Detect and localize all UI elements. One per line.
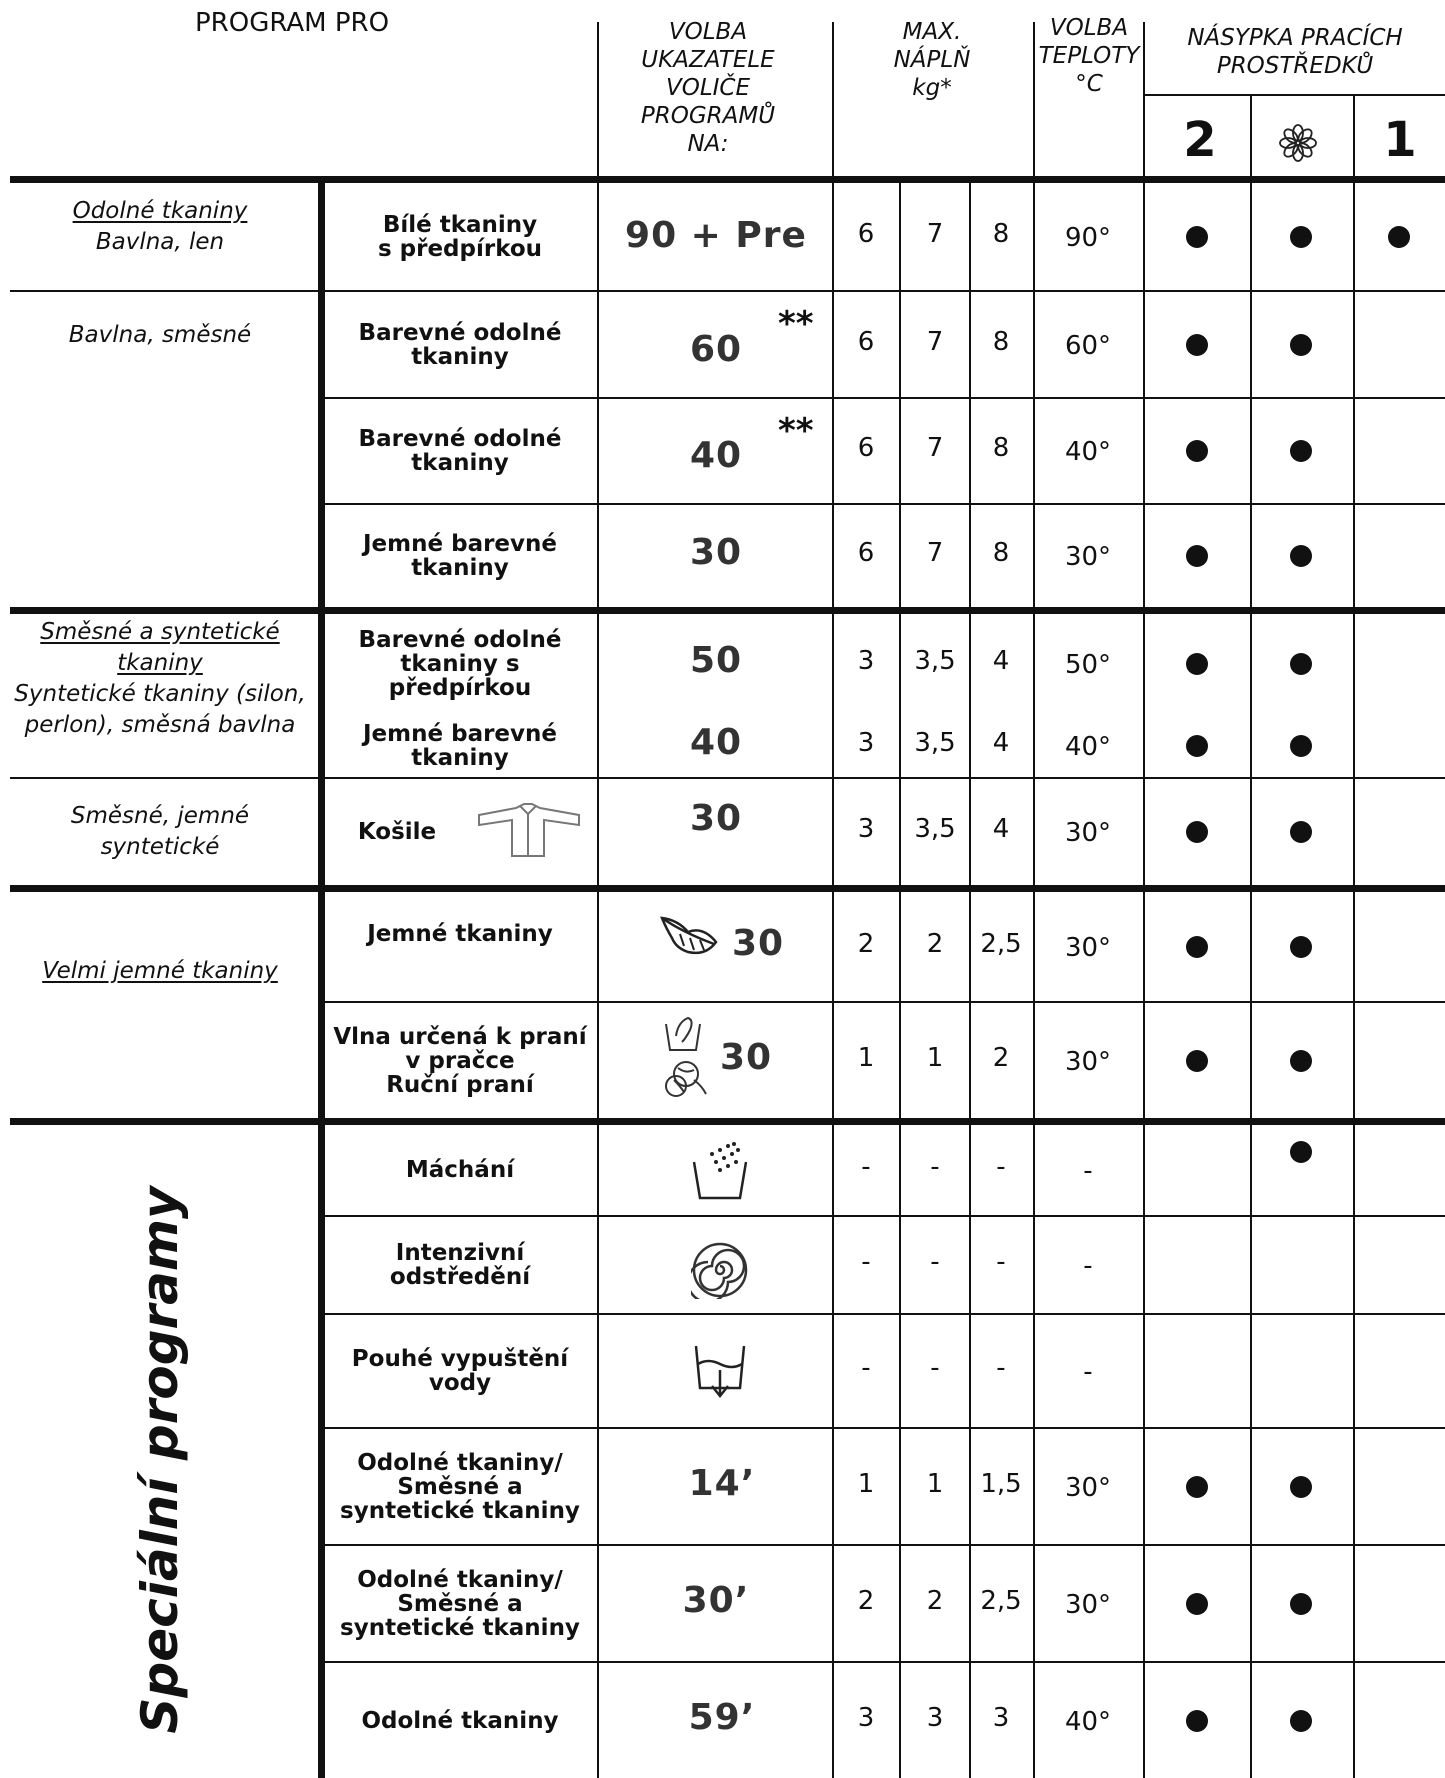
compartment-flower-dot bbox=[1290, 545, 1312, 567]
program-name-line: Pouhé vypuštění bbox=[351, 1346, 569, 1372]
max-load-value: 1 bbox=[926, 1042, 944, 1073]
footnote-marker: ** bbox=[778, 411, 814, 451]
program-name bbox=[327, 614, 593, 714]
feather-icon bbox=[658, 912, 720, 960]
divider bbox=[1353, 94, 1355, 178]
compartment-2-dot bbox=[1186, 1050, 1208, 1072]
program-name-line: předpírkou bbox=[388, 675, 532, 701]
selector-value: 40 bbox=[689, 435, 743, 476]
program-name bbox=[327, 892, 593, 1001]
max-load-value: 2,5 bbox=[980, 928, 1022, 959]
program-name bbox=[327, 1003, 593, 1118]
spin-icon bbox=[691, 1241, 749, 1299]
program-name-line: Máchání bbox=[405, 1157, 515, 1183]
max-load-value: - bbox=[996, 1353, 1006, 1383]
program-name-line: Ruční praní bbox=[386, 1071, 534, 1098]
max-load-value: - bbox=[930, 1353, 940, 1383]
temperature-value: - bbox=[1083, 1251, 1093, 1281]
compartment-2-dot bbox=[1186, 1593, 1208, 1615]
max-load-value: 1 bbox=[857, 1042, 875, 1073]
compartment-flower-dot bbox=[1290, 440, 1312, 462]
compartment-flower-dot bbox=[1290, 1141, 1312, 1163]
selector-value: 60 bbox=[689, 328, 743, 370]
divider bbox=[318, 176, 325, 1778]
category-specialni: Speciální programy bbox=[131, 1186, 189, 1734]
max-load-value: 2 bbox=[926, 928, 944, 959]
max-load-value: - bbox=[861, 1247, 871, 1277]
program-name-line: Odolné tkaniny/ bbox=[357, 1449, 563, 1476]
max-load-value: 7 bbox=[926, 433, 944, 463]
temperature-value: 30° bbox=[1064, 542, 1112, 572]
selector-value: 30 bbox=[720, 1036, 773, 1078]
program-name-line: Jemné barevné bbox=[363, 720, 557, 747]
program-name bbox=[327, 1429, 593, 1544]
program-name-line: odstředění bbox=[389, 1264, 531, 1290]
max-load-value: 2,5 bbox=[980, 1585, 1022, 1616]
category-smesne-synt: Směsné a syntetické tkaniny Syntetické tkaniny (silon, perlon), směsná bavlna bbox=[14, 619, 306, 738]
compartment-flower-dot bbox=[1290, 1050, 1312, 1072]
footnote-marker: ** bbox=[778, 304, 814, 344]
max-load-value: - bbox=[861, 1152, 871, 1182]
program-name bbox=[327, 505, 593, 607]
max-load-value: 7 bbox=[926, 326, 944, 357]
compartment-2-dot bbox=[1186, 653, 1208, 675]
row-divider bbox=[10, 290, 1445, 292]
max-load-value: 4 bbox=[992, 727, 1010, 758]
temperature-value: - bbox=[1083, 1357, 1093, 1387]
divider bbox=[1033, 22, 1035, 178]
program-name-line: tkaniny s bbox=[400, 651, 520, 677]
divider bbox=[1250, 176, 1252, 1778]
selector-value: 14’ bbox=[688, 1462, 756, 1504]
compartment-2-dot bbox=[1186, 1476, 1208, 1498]
compartment-flower-dot bbox=[1290, 1476, 1312, 1498]
header-volba-teploty: VOLBA TEPLOTY °C bbox=[1038, 15, 1140, 97]
max-load-value: 6 bbox=[857, 433, 875, 463]
program-name-line: Vlna určená k praní bbox=[333, 1023, 587, 1050]
compartment-2-dot bbox=[1186, 936, 1208, 958]
max-load-value: 8 bbox=[992, 326, 1010, 357]
temperature-value: 40° bbox=[1064, 731, 1112, 762]
program-name bbox=[327, 1217, 593, 1313]
max-load-value: 3,5 bbox=[914, 814, 956, 844]
temperature-value: 30° bbox=[1064, 1472, 1112, 1503]
header-nasypka: NÁSYPKA PRACÍCH PROSTŘEDKŮ bbox=[1187, 25, 1403, 79]
program-name bbox=[327, 399, 593, 503]
compartment-2-dot bbox=[1186, 226, 1208, 248]
compartment-2-label: 2 bbox=[1183, 112, 1217, 168]
program-name-line: Barevné odolné bbox=[358, 426, 562, 452]
max-load-value: 4 bbox=[992, 814, 1010, 844]
divider bbox=[1353, 176, 1355, 1778]
program-name bbox=[327, 779, 467, 885]
selector-value: 30’ bbox=[682, 1579, 750, 1621]
category-odolne: Odolné tkaniny Bavlna, len bbox=[72, 198, 248, 255]
compartment-flower-dot bbox=[1290, 334, 1312, 356]
divider bbox=[1033, 176, 1035, 1778]
program-name-line: Jemné tkaniny bbox=[367, 921, 553, 947]
compartment-1-dot bbox=[1388, 226, 1410, 248]
program-name-line: syntetické tkaniny bbox=[340, 1497, 580, 1524]
temperature-value: 40° bbox=[1064, 437, 1112, 467]
row-divider bbox=[10, 777, 1445, 779]
compartment-flower-dot bbox=[1290, 653, 1312, 675]
program-name bbox=[327, 1546, 593, 1661]
program-name-line: v pračce bbox=[405, 1047, 515, 1074]
divider bbox=[832, 176, 834, 1778]
max-load-value: 3 bbox=[992, 1702, 1010, 1733]
max-load-value: 7 bbox=[926, 538, 944, 568]
program-name-line: Odolné tkaniny/ bbox=[357, 1566, 563, 1593]
section-divider bbox=[10, 885, 1445, 892]
max-load-value: 3 bbox=[857, 1702, 875, 1733]
max-load-value: 3 bbox=[857, 727, 875, 758]
compartment-1-label: 1 bbox=[1383, 112, 1417, 168]
max-load-value: - bbox=[996, 1152, 1006, 1182]
program-name-line: Směsné a bbox=[397, 1473, 523, 1500]
section-divider bbox=[10, 176, 1445, 183]
category-velmi-jemne: Velmi jemné tkaniny bbox=[42, 958, 278, 984]
divider bbox=[1143, 22, 1145, 178]
max-load-value: 2 bbox=[857, 928, 875, 959]
selector-value: 30 bbox=[689, 798, 743, 839]
program-name bbox=[327, 1663, 593, 1778]
max-load-value: 7 bbox=[926, 218, 944, 249]
program-name-line: Barevné odolné bbox=[358, 319, 562, 346]
max-load-value: 4 bbox=[992, 646, 1010, 676]
flower-icon bbox=[1278, 123, 1318, 163]
max-load-value: 2 bbox=[857, 1585, 875, 1616]
program-name bbox=[327, 1315, 593, 1427]
section-divider bbox=[10, 1118, 1445, 1125]
max-load-value: 3 bbox=[926, 1702, 944, 1733]
max-load-value: 3,5 bbox=[914, 646, 956, 676]
program-name-line: tkaniny bbox=[411, 555, 509, 581]
program-name-line: Barevné odolné bbox=[358, 627, 562, 653]
program-name-line: Bílé tkaniny bbox=[382, 211, 538, 238]
divider bbox=[1250, 94, 1252, 178]
max-load-value: 2 bbox=[992, 1042, 1010, 1073]
program-name-line: Košile bbox=[357, 819, 437, 845]
divider bbox=[597, 176, 599, 1778]
selector-value: 59’ bbox=[688, 1696, 756, 1738]
shirt-icon bbox=[474, 800, 584, 860]
category-bavlna-smesne: Bavlna, směsné bbox=[68, 322, 252, 348]
max-load-value: - bbox=[930, 1152, 940, 1182]
program-name-line: tkaniny bbox=[411, 744, 509, 771]
temperature-value: 40° bbox=[1064, 1706, 1112, 1737]
program-name-line: Odolné tkaniny bbox=[361, 1707, 559, 1734]
max-load-value: 8 bbox=[992, 538, 1010, 568]
max-load-value: 2 bbox=[926, 1585, 944, 1616]
divider bbox=[899, 176, 901, 1778]
temperature-value: 30° bbox=[1064, 932, 1112, 963]
program-name-line: Směsné a bbox=[397, 1590, 523, 1617]
compartment-flower-dot bbox=[1290, 1710, 1312, 1732]
program-name-line: tkaniny bbox=[411, 343, 509, 370]
temperature-value: 30° bbox=[1064, 1046, 1112, 1077]
header-volba-ukazatele: VOLBA UKAZATELE VOLIČE PROGRAMŮ NA: bbox=[640, 19, 776, 157]
wool-handwash-icon bbox=[660, 1012, 710, 1102]
compartment-flower-dot bbox=[1290, 821, 1312, 843]
max-load-value: 1,5 bbox=[980, 1468, 1022, 1499]
max-load-value: 1 bbox=[857, 1468, 875, 1499]
temperature-value: 30° bbox=[1064, 1589, 1112, 1620]
program-name-line: s předpírkou bbox=[377, 235, 543, 262]
program-name-line: syntetické tkaniny bbox=[340, 1614, 580, 1641]
program-name bbox=[327, 292, 593, 397]
selector-value: 50 bbox=[689, 640, 743, 681]
divider bbox=[832, 22, 834, 178]
max-load-value: 1 bbox=[926, 1468, 944, 1499]
category-smesne-jemne: Směsné, jemné syntetické bbox=[70, 803, 250, 860]
selector-value: 30 bbox=[689, 532, 743, 573]
program-name-line: tkaniny bbox=[411, 450, 509, 476]
selector-value: 90 + Pre bbox=[625, 214, 807, 256]
rinse-icon bbox=[690, 1140, 750, 1202]
max-load-value: 3 bbox=[857, 646, 875, 676]
temperature-value: 30° bbox=[1064, 818, 1112, 848]
drain-icon bbox=[692, 1342, 748, 1400]
temperature-value: - bbox=[1083, 1156, 1093, 1186]
max-load-value: 6 bbox=[857, 326, 875, 357]
max-load-value: 3 bbox=[857, 814, 875, 844]
section-divider bbox=[10, 607, 1445, 614]
selector-value: 30 bbox=[732, 922, 785, 964]
max-load-value: 6 bbox=[857, 538, 875, 568]
compartment-flower-dot bbox=[1290, 226, 1312, 248]
header-max-napln: MAX. NÁPLŇ kg* bbox=[893, 19, 971, 101]
program-name-line: Intenzivní bbox=[395, 1240, 525, 1266]
compartment-2-dot bbox=[1186, 1710, 1208, 1732]
divider bbox=[1143, 176, 1145, 1778]
max-load-value: - bbox=[996, 1247, 1006, 1277]
max-load-value: 8 bbox=[992, 433, 1010, 463]
temperature-value: 60° bbox=[1064, 330, 1112, 361]
max-load-value: 3,5 bbox=[914, 727, 956, 758]
program-name bbox=[327, 1125, 593, 1215]
temperature-value: 50° bbox=[1064, 650, 1112, 680]
program-name-line: Jemné barevné bbox=[363, 531, 557, 557]
program-name-line: vody bbox=[428, 1370, 492, 1396]
compartment-2-dot bbox=[1186, 545, 1208, 567]
compartment-2-dot bbox=[1186, 334, 1208, 356]
header-program-pro: PROGRAM PRO bbox=[195, 8, 390, 38]
compartment-flower-dot bbox=[1290, 936, 1312, 958]
max-load-value: 6 bbox=[857, 218, 875, 249]
compartment-2-dot bbox=[1186, 821, 1208, 843]
compartment-flower-dot bbox=[1290, 735, 1312, 757]
divider bbox=[597, 22, 599, 178]
program-name bbox=[327, 183, 593, 290]
compartment-2-dot bbox=[1186, 735, 1208, 757]
divider bbox=[1143, 94, 1445, 96]
program-name bbox=[327, 714, 593, 777]
compartment-flower-dot bbox=[1290, 1593, 1312, 1615]
max-load-value: 8 bbox=[992, 218, 1010, 249]
divider bbox=[969, 176, 971, 1778]
compartment-2-dot bbox=[1186, 440, 1208, 462]
selector-value: 40 bbox=[689, 721, 743, 763]
max-load-value: - bbox=[861, 1353, 871, 1383]
max-load-value: - bbox=[930, 1247, 940, 1277]
temperature-value: 90° bbox=[1064, 222, 1112, 253]
